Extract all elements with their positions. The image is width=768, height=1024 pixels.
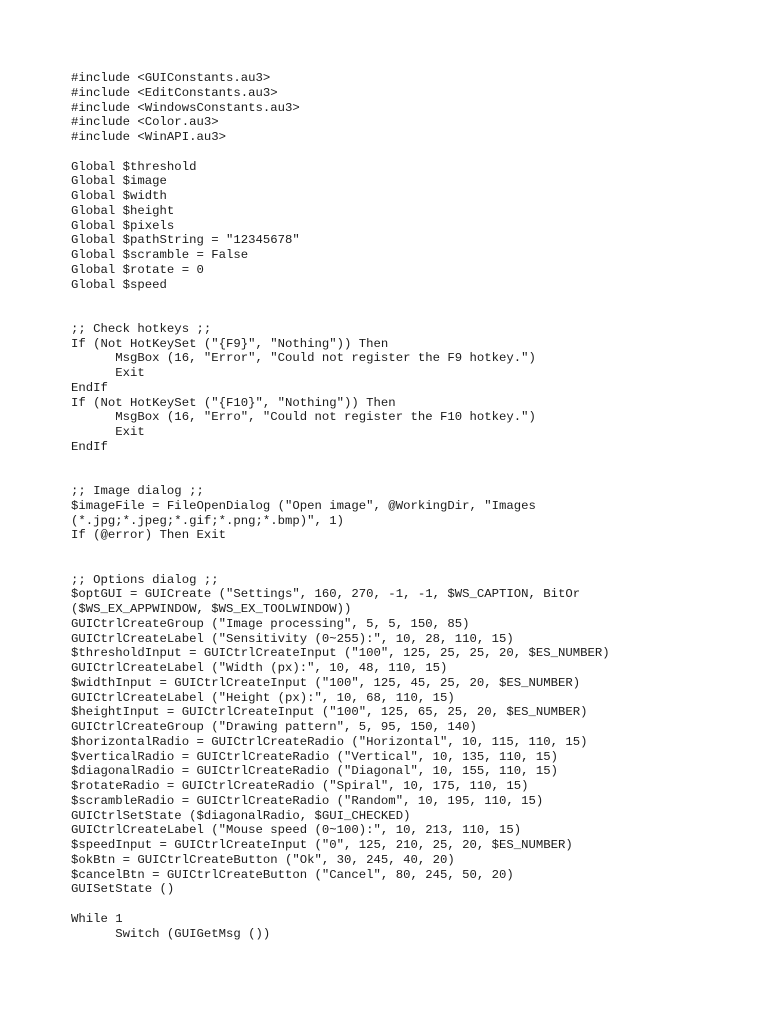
code-line: Global $pathString = "12345678" <box>71 233 300 248</box>
code-line: If (Not HotKeySet ("{F10}", "Nothing")) Then <box>71 395 396 410</box>
code-line: GUICtrlCreateGroup ("Drawing pattern", 5, 95, 150, 140) <box>71 720 477 734</box>
blank-line <box>71 469 751 484</box>
code-line: GUICtrlCreateLabel ("Sensitivity (0~255):", 10, 28, 110, 15) <box>71 631 514 646</box>
code-line: Global $image <box>71 174 167 189</box>
code-line: Global $rotate = 0 <box>71 262 204 277</box>
code-line: ;; Check hotkeys ;; <box>71 321 212 336</box>
code-line: $scrambleRadio = GUICtrlCreateRadio ("Random", 10, 195, 110, 15) <box>71 793 544 808</box>
code-listing <box>71 71 751 941</box>
code-line: Global $height <box>71 203 175 218</box>
code-line: #include <WindowsConstants.au3> <box>71 100 300 115</box>
code-line: EndIf <box>71 439 108 454</box>
code-line: Global $threshold <box>71 159 197 174</box>
code-line: MsgBox (16, "Error", "Could not register the F9 hotkey.") <box>71 351 536 366</box>
code-line: While 1 <box>71 911 123 926</box>
blank-line <box>71 292 751 307</box>
code-line: GUICtrlCreateLabel ("Mouse speed (0~100):", 10, 213, 110, 15) <box>71 823 522 838</box>
code-line: #include <Color.au3> <box>71 115 219 130</box>
code-line: $verticalRadio = GUICtrlCreateRadio ("Vertical", 10, 135, 110, 15) <box>71 749 559 764</box>
code-line: Switch (GUIGetMsg ()) <box>71 926 271 941</box>
code-line: Global $pixels <box>71 218 175 233</box>
code-line: GUISetState () <box>71 882 175 897</box>
blank-line <box>71 145 751 160</box>
blank-line <box>71 307 751 322</box>
code-line: $optGUI = GUICreate ("Settings", 160, 270, -1, -1, $WS_CAPTION, BitOr <box>71 587 581 602</box>
blank-line <box>71 558 751 573</box>
code-line: #include <GUIConstants.au3> <box>71 71 271 85</box>
code-line: ;; Image dialog ;; <box>71 484 204 498</box>
code-line: #include <WinAPI.au3> <box>71 130 226 144</box>
code-line: Exit <box>71 366 145 380</box>
blank-line <box>71 897 751 912</box>
code-line: Global $speed <box>71 277 167 292</box>
code-line: If (Not HotKeySet ("{F9}", "Nothing")) Then <box>71 336 389 351</box>
code-line: ($WS_EX_APPWINDOW, $WS_EX_TOOLWINDOW)) <box>71 602 352 616</box>
blank-line <box>71 455 751 470</box>
code-line: (*.jpg;*.jpeg;*.gif;*.png;*.bmp)", 1) <box>71 513 345 528</box>
code-line: $imageFile = FileOpenDialog ("Open image", @WorkingDir, "Images <box>71 498 536 513</box>
code-line: $heightInput = GUICtrlCreateInput ("100", 125, 65, 25, 20, $ES_NUMBER) <box>71 705 588 720</box>
code-line: GUICtrlCreateLabel ("Height (px):", 10, 68, 110, 15) <box>71 690 455 705</box>
code-line: #include <EditConstants.au3> <box>71 85 278 100</box>
code-line: Global $scramble = False <box>71 248 249 262</box>
code-line: $diagonalRadio = GUICtrlCreateRadio ("Diagonal", 10, 155, 110, 15) <box>71 764 559 779</box>
code-line: If (@error) Then Exit <box>71 528 226 543</box>
code-line: $horizontalRadio = GUICtrlCreateRadio ("Horizontal", 10, 115, 110, 15) <box>71 734 588 749</box>
code-line: GUICtrlCreateGroup ("Image processing", 5, 5, 150, 85) <box>71 616 470 631</box>
code-line: GUICtrlCreateLabel ("Width (px):", 10, 48, 110, 15) <box>71 661 448 675</box>
code-line: ;; Options dialog ;; <box>71 572 219 587</box>
code-line: MsgBox (16, "Erro", "Could not register the F10 hotkey.") <box>71 410 536 425</box>
code-line: $speedInput = GUICtrlCreateInput ("0", 125, 210, 25, 20, $ES_NUMBER) <box>71 838 573 852</box>
code-line: $widthInput = GUICtrlCreateInput ("100", 125, 45, 25, 20, $ES_NUMBER) <box>71 675 581 690</box>
code-line: $thresholdInput = GUICtrlCreateInput ("100", 125, 25, 25, 20, $ES_NUMBER) <box>71 646 610 661</box>
code-line: Exit <box>71 425 145 439</box>
code-line: $okBtn = GUICtrlCreateButton ("Ok", 30, 245, 40, 20) <box>71 852 455 867</box>
code-line: $cancelBtn = GUICtrlCreateButton ("Cancel", 80, 245, 50, 20) <box>71 867 514 882</box>
code-line: Global $width <box>71 189 167 203</box>
blank-line <box>71 543 751 558</box>
code-line: $rotateRadio = GUICtrlCreateRadio ("Spiral", 10, 175, 110, 15) <box>71 779 529 793</box>
code-line: GUICtrlSetState ($diagonalRadio, $GUI_CHECKED) <box>71 808 411 823</box>
code-line: EndIf <box>71 380 108 395</box>
